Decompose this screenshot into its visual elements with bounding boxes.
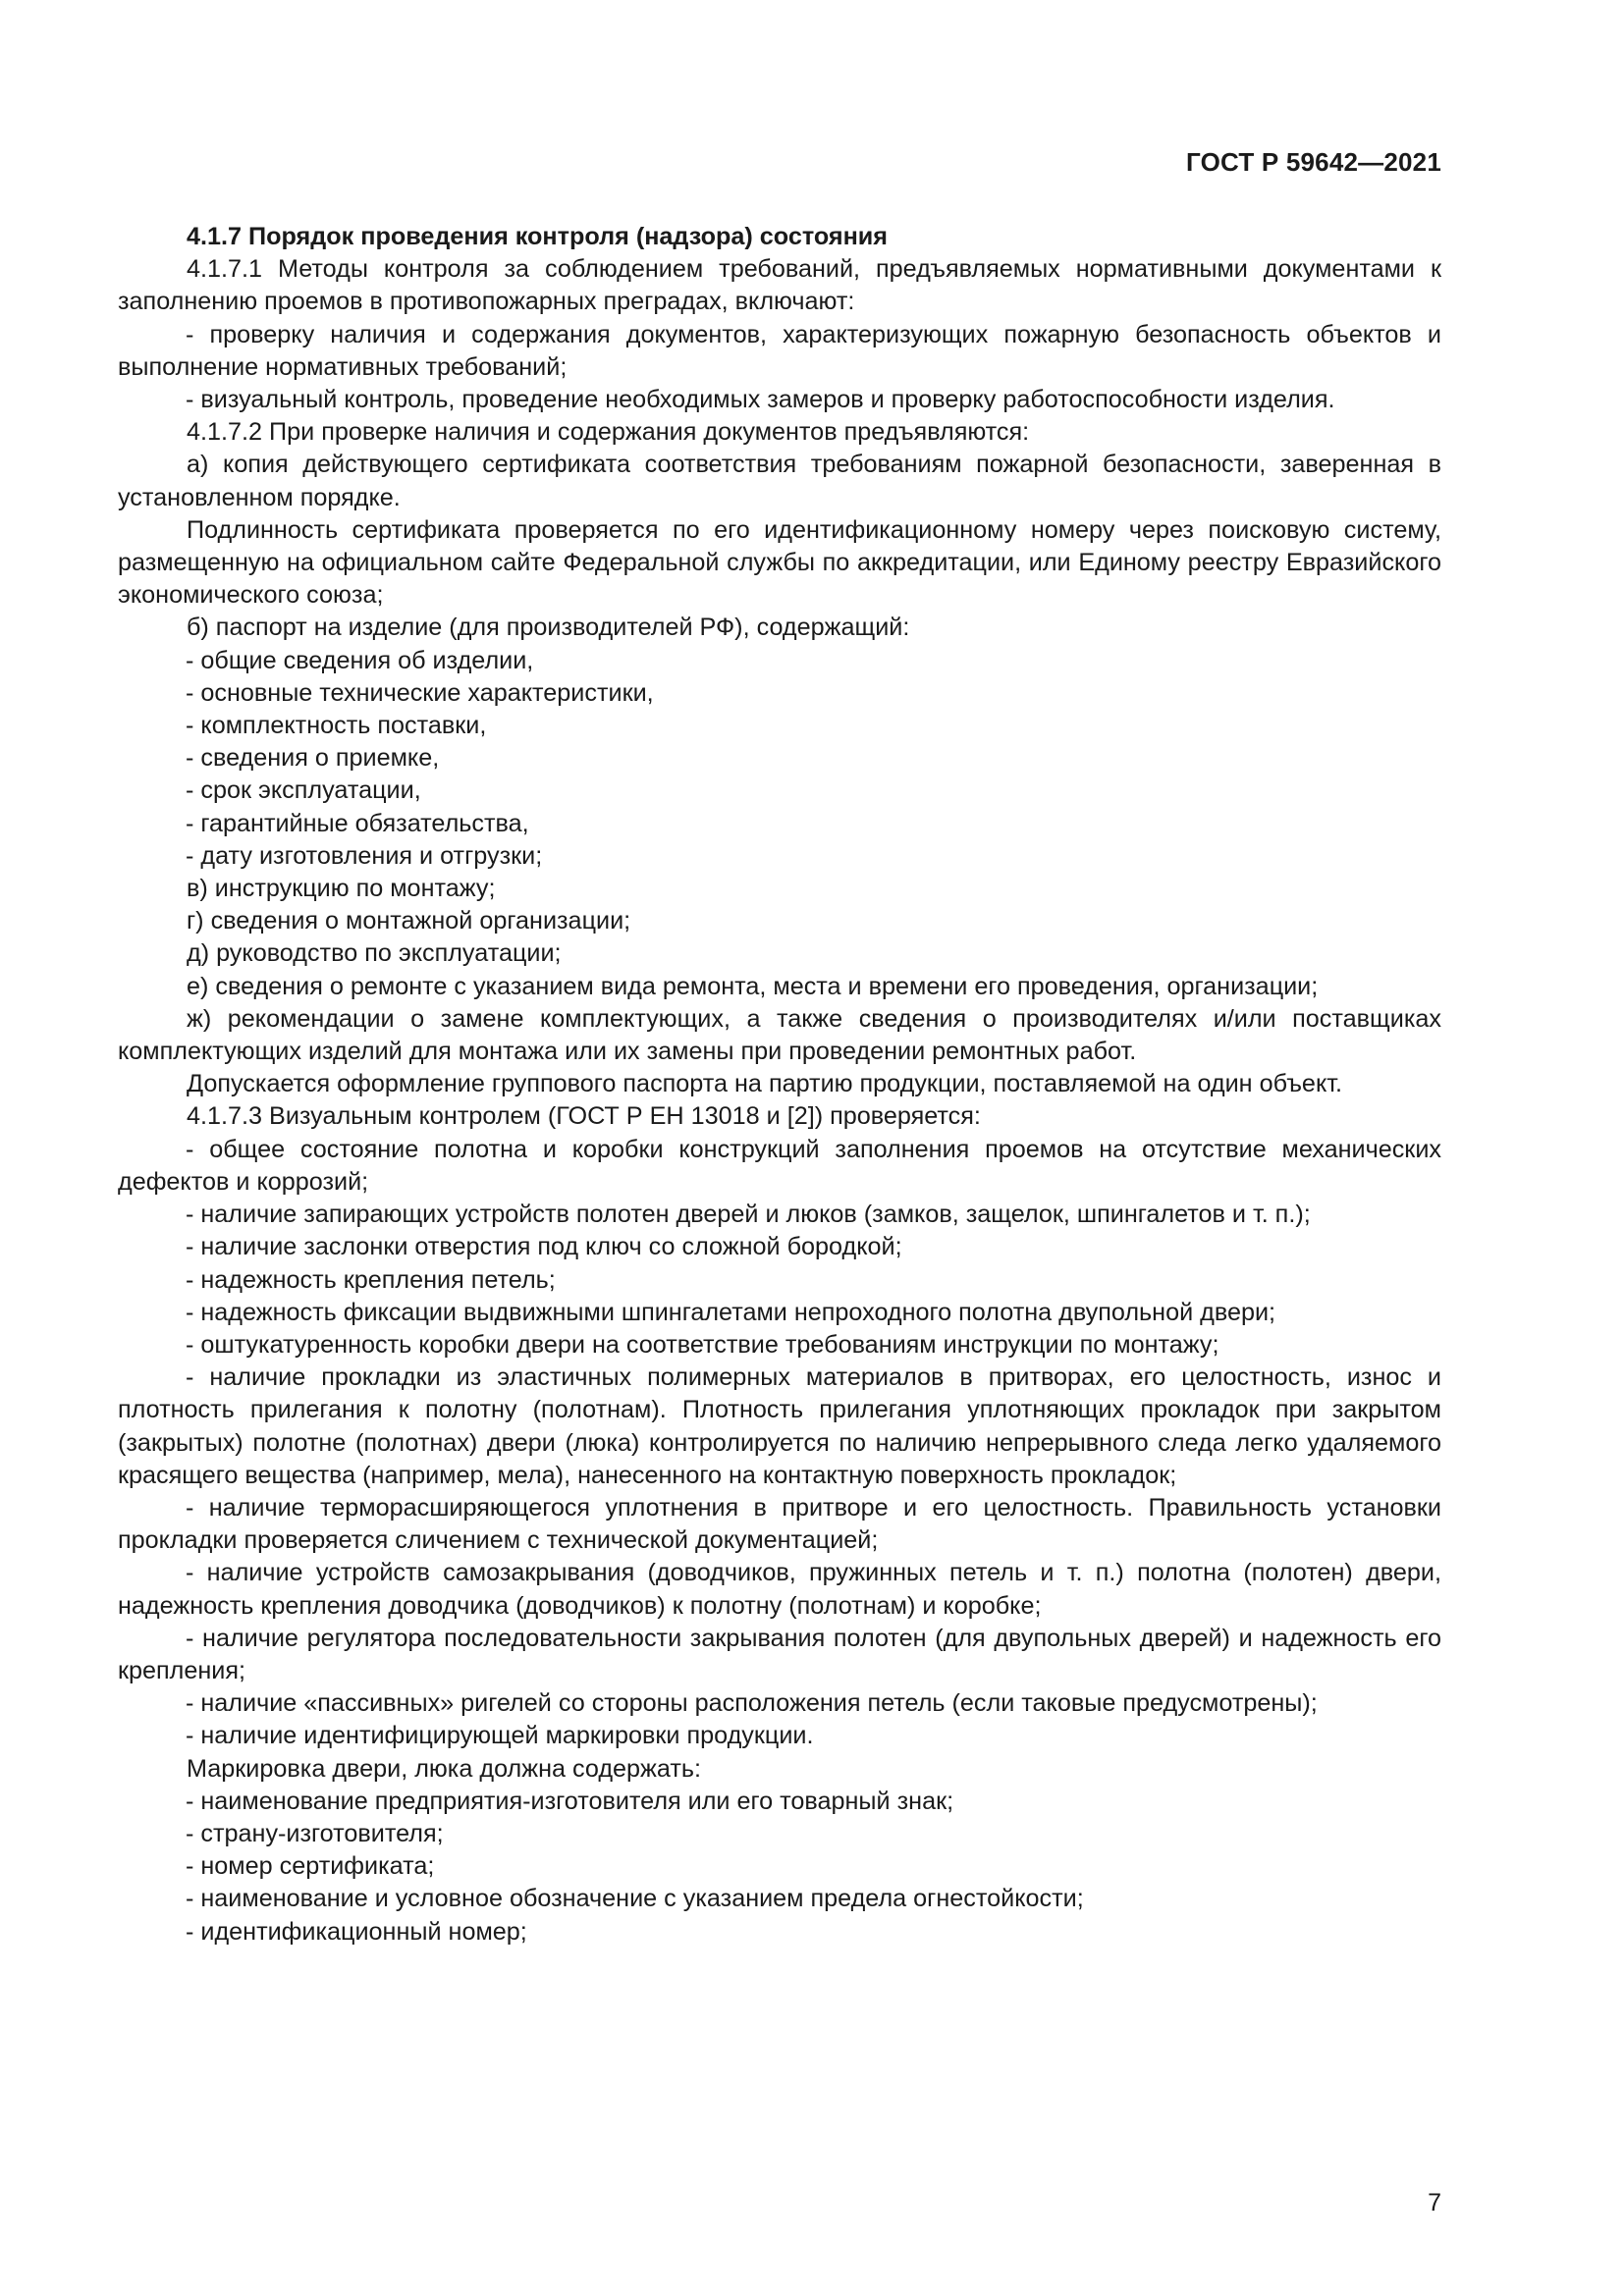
list-item: - общие сведения об изделии,	[186, 646, 534, 674]
list-item: - номер сертификата;	[186, 1852, 435, 1881]
paragraph: 4.1.7.1 Методы контроля за соблюдением требований, предъявляемых нормативными документами к заполнению проемов в противопожарных преградах, включают:	[118, 255, 1441, 316]
list-item: - основные технические характеристики,	[186, 678, 654, 707]
list-item: - наличие запирающих устройств полотен дверей и люков (замков, защелок, шпингалетов и т. п.);	[186, 1201, 1311, 1229]
list-item: - наличие идентифицирующей маркировки продукции.	[186, 1722, 814, 1750]
document-body	[118, 221, 1441, 1949]
paragraph: Маркировка двери, люка должна содержать:	[187, 1754, 702, 1783]
list-item: - наличие «пассивных» ригелей со стороны расположения петель (если таковые предусмотрены);	[186, 1689, 1318, 1718]
list-item: - гарантийные обязательства,	[186, 809, 529, 837]
list-item: - наличие прокладки из эластичных полимерных материалов в притворах, его целостность, износ и плотность прилегания к полотну (полотнам). Плотность прилегания уплотняющих прокладок при закрытом (закрытых) полотне (полотнах) двери (люка) контролируется по наличию непрерывного следа легко удаляемого красящего вещества (например, мела), нанесенного на контактную поверхность прокладок;	[118, 1363, 1441, 1489]
list-item: - страну-изготовителя;	[186, 1819, 444, 1847]
list-item: - сведения о приемке,	[186, 744, 440, 773]
paragraph: а) копия действующего сертификата соответствия требованиям пожарной безопасности, заверенная в установленном порядке.	[118, 451, 1441, 511]
list-item: - визуальный контроль, проведение необходимых замеров и проверку работоспособности изделия.	[186, 386, 1335, 414]
list-item: - комплектность поставки,	[186, 712, 487, 740]
list-item: - надежность фиксации выдвижными шпингалетами непроходного полотна двупольной двери;	[186, 1298, 1276, 1326]
paragraph: ж) рекомендации о замене комплектующих, а также сведения о производителях и/или поставщиках комплектующих изделий для монтажа или их замены при проведении ремонтных работ.	[118, 1004, 1441, 1066]
list-item: - наименование и условное обозначение с указанием предела огнестойкости;	[186, 1885, 1084, 1913]
list-item: - наличие заслонки отверстия под ключ со сложной бородкой;	[186, 1233, 902, 1261]
paragraph: 4.1.7.3 Визуальным контролем (ГОСТ Р ЕН 13018 и [2]) проверяется:	[187, 1102, 981, 1131]
list-item: - общее состояние полотна и коробки конструкций заполнения проемов на отсутствие механических дефектов и коррозий;	[118, 1135, 1441, 1196]
list-item: - срок эксплуатации,	[186, 776, 421, 805]
list-item: - дату изготовления и отгрузки;	[186, 841, 543, 870]
list-item: - надежность крепления петель;	[186, 1265, 556, 1294]
list-item: - наличие терморасширяющегося уплотнения в притворе и его целостность. Правильность установки прокладки проверяется сличением с технической документацией;	[118, 1493, 1441, 1555]
document-header: ГОСТ Р 59642—2021	[1186, 147, 1441, 177]
paragraph: Подлинность сертификата проверяется по его идентификационному номеру через поисковую систему, размещенную на официальном сайте Федеральной службы по аккредитации, или Единому реестру Евразийского экономического союза;	[118, 515, 1441, 610]
list-item: - наименование предприятия-изготовителя или его товарный знак;	[186, 1787, 954, 1815]
list-item: - наличие устройств самозакрывания (доводчиков, пружинных петель и т. п.) полотна (полотен) двери, надежность крепления доводчика (доводчиков) к полотну (полотнам) и коробке;	[118, 1559, 1441, 1620]
list-item: - проверку наличия и содержания документов, характеризующих пожарную безопасность объектов и выполнение нормативных требований;	[118, 320, 1441, 381]
paragraph: в) инструкцию по монтажу;	[187, 875, 496, 903]
section-heading: 4.1.7 Порядок проведения контроля (надзора) состояния	[187, 223, 888, 250]
list-item: - наличие регулятора последовательности закрывания полотен (для двупольных дверей) и надежность его крепления;	[118, 1624, 1441, 1684]
paragraph: Допускается оформление группового паспорта на партию продукции, поставляемой на один объект.	[187, 1070, 1342, 1098]
paragraph: е) сведения о ремонте с указанием вида ремонта, места и времени его проведения, организации;	[187, 972, 1319, 1000]
page-number: 7	[1428, 2189, 1441, 2216]
paragraph: г) сведения о монтажной организации;	[187, 907, 631, 935]
paragraph: д) руководство по эксплуатации;	[187, 939, 562, 968]
paragraph: б) паспорт на изделие (для производителей РФ), содержащий:	[187, 614, 910, 642]
list-item: - оштукатуренность коробки двери на соответствие требованиям инструкции по монтажу;	[186, 1330, 1219, 1359]
list-item: - идентификационный номер;	[186, 1917, 527, 1946]
paragraph: 4.1.7.2 При проверке наличия и содержания документов предъявляются:	[187, 418, 1030, 447]
